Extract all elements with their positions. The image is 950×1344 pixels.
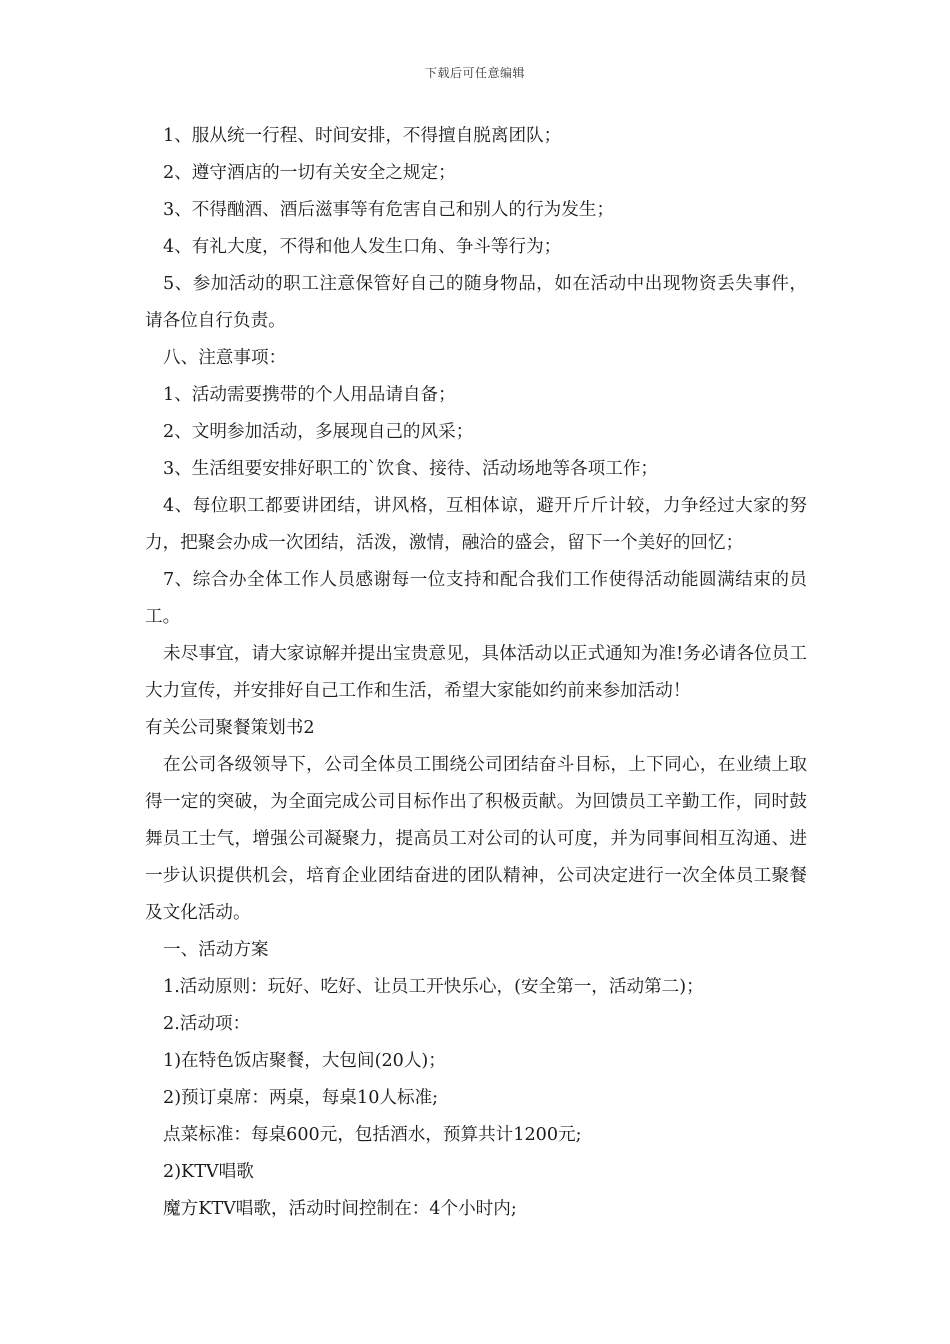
paragraph: 1、活动需要携带的个人用品请自备；: [163, 385, 456, 405]
paragraph: 5、参加活动的职工注意保管好自己的随身物品，如在活动中出现物资丢失事件，请各位自行负责。: [145, 274, 807, 331]
paragraph: 4、有礼大度，不得和他人发生口角、争斗等行为；: [163, 237, 562, 257]
paragraph: 4、每位职工都要讲团结，讲风格，互相体谅，避开斤斤计较，力争经过大家的努力，把聚会办成一次团结，活泼，激情，融洽的盛会，留下一个美好的回忆；: [145, 496, 807, 553]
paragraph: 在公司各级领导下，公司全体员工围绕公司团结奋斗目标，上下同心，在业绩上取得一定的突破，为全面完成公司目标作出了积极贡献。为回馈员工辛勤工作，同时鼓舞员工士气，增强公司凝聚力，提高员工对公司的认可度，并为同事间相互沟通、进一步认识提供机会，培育企业团结奋进的团队精神，公司决定进行一次全体员工聚餐及文化活动。: [145, 755, 807, 923]
paragraph: 点菜标准：每桌600元，包括酒水，预算共计1200元;: [163, 1125, 582, 1145]
paragraph: 2)预订桌席：两桌，每桌10人标准;: [163, 1088, 439, 1108]
page-header: 下载后可任意编辑: [424, 66, 525, 80]
paragraph: 3、不得酗酒、酒后滋事等有危害自己和别人的行为发生；: [163, 200, 615, 220]
paragraph: 未尽事宜，请大家谅解并提出宝贵意见，具体活动以正式通知为准!务必请各位员工大力宣传，并安排好自己工作和生活，希望大家能如约前来参加活动！: [145, 644, 807, 701]
document-body: [145, 118, 807, 1228]
paragraph: 1.活动原则：玩好、吃好、让员工开快乐心，(安全第一，活动第二)；: [163, 977, 704, 997]
paragraph: 有关公司聚餐策划书2: [145, 718, 315, 738]
paragraph: 八、注意事项：: [163, 348, 287, 368]
paragraph: 2.活动项：: [163, 1014, 251, 1034]
paragraph: 2、遵守酒店的一切有关安全之规定；: [163, 163, 456, 183]
paragraph: 魔方KTV唱歌，活动时间控制在：4个小时内;: [163, 1199, 517, 1219]
paragraph: 1)在特色饭店聚餐，大包间(20人)；: [163, 1051, 446, 1071]
paragraph: 2)KTV唱歌: [163, 1162, 254, 1182]
paragraph: 2、文明参加活动，多展现自己的风采；: [163, 422, 474, 442]
paragraph: 1、服从统一行程、时间安排，不得擅自脱离团队；: [163, 126, 562, 146]
paragraph: 一、活动方案: [163, 940, 269, 960]
paragraph: 3、生活组要安排好职工的`饮食、接待、活动场地等各项工作；: [163, 459, 659, 479]
paragraph: 7、综合办全体工作人员感谢每一位支持和配合我们工作使得活动能圆满结束的员工。: [145, 570, 807, 627]
